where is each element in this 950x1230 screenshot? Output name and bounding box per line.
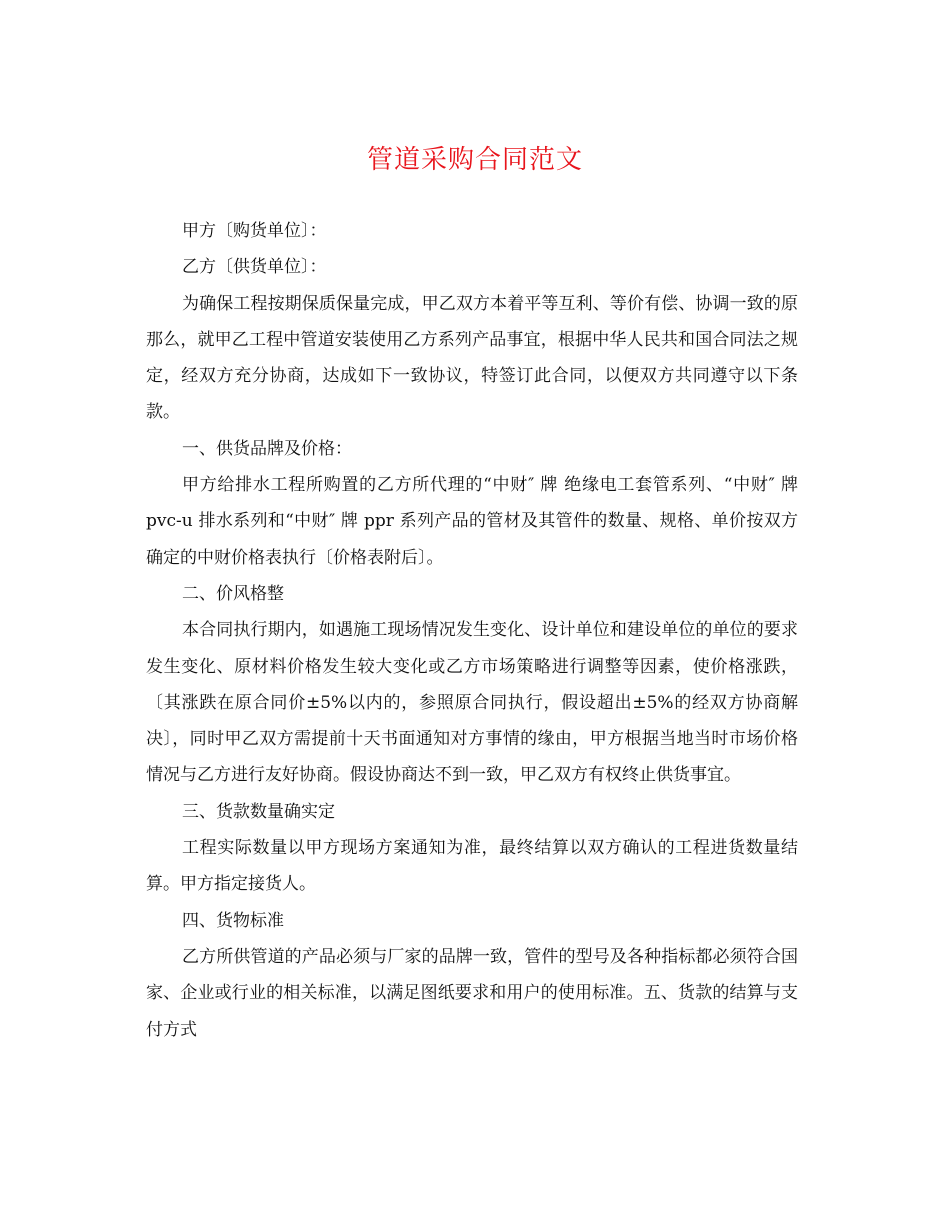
preamble-paragraph: 为确保工程按期保质保量完成，甲乙双方本着平等互利、等价有偿、协调一致的原那么，就甲乙工程中管道安装使用乙方系列产品事宜，根据中华人民共和国合同法之规定，经双方充分协商，达成如下一致协议，特签订此合同，以便双方共同遵守以下条款。 xyxy=(146,293,798,423)
section-paragraph-4: 乙方所供管道的产品必须与厂家的品牌一致，管件的型号及各种指标都必须符合国家、企业或行业的相关标准，以满足图纸要求和用户的使用标准。五、货款的结算与支付方式 xyxy=(146,946,798,1040)
party-a-line: 甲方〔购货单位〕： xyxy=(182,221,327,241)
document-body xyxy=(146,213,798,1048)
document-title: 管道采购合同范文 xyxy=(366,145,583,175)
party-b-line: 乙方〔供货单位〕： xyxy=(182,257,327,278)
section-heading-3: 三、货款数量确实定 xyxy=(182,801,335,822)
section-heading-2: 二、价风格整 xyxy=(182,583,284,604)
section-paragraph-3: 工程实际数量以甲方现场方案通知为准，最终结算以双方确认的工程进货数量结算。甲方指定接货人。 xyxy=(146,838,798,895)
section-heading-1: 一、供货品牌及价格： xyxy=(182,438,352,459)
section-paragraph-2: 本合同执行期内，如遇施工现场情况发生变化、设计单位和建设单位的单位的要求发生变化、原材料价格发生较大变化或乙方市场策略进行调整等因素，使价格涨跌，〔其涨跌在原合同价±5%以内的，参照原合同执行，假设超出±5%的经双方协商解决〕，同时甲乙双方需提前十天书面通知对方事情的缘由，甲方根据当地当时市场价格情况与乙方进行友好协商。假设协商达不到一致，甲乙双方有权终止供货事宜。 xyxy=(146,620,798,786)
section-paragraph-1: 甲方给排水工程所购置的乙方所代理的“中财″ 牌 绝缘电工套管系列、“中财″ 牌 pvc-u 排水系列和“中财″ 牌 ppr 系列产品的管材及其管件的数量、规格、单价按双方确定的中财价格表执行〔价格表附后〕。 xyxy=(146,475,798,568)
section-heading-4: 四、货物标准 xyxy=(182,910,284,931)
